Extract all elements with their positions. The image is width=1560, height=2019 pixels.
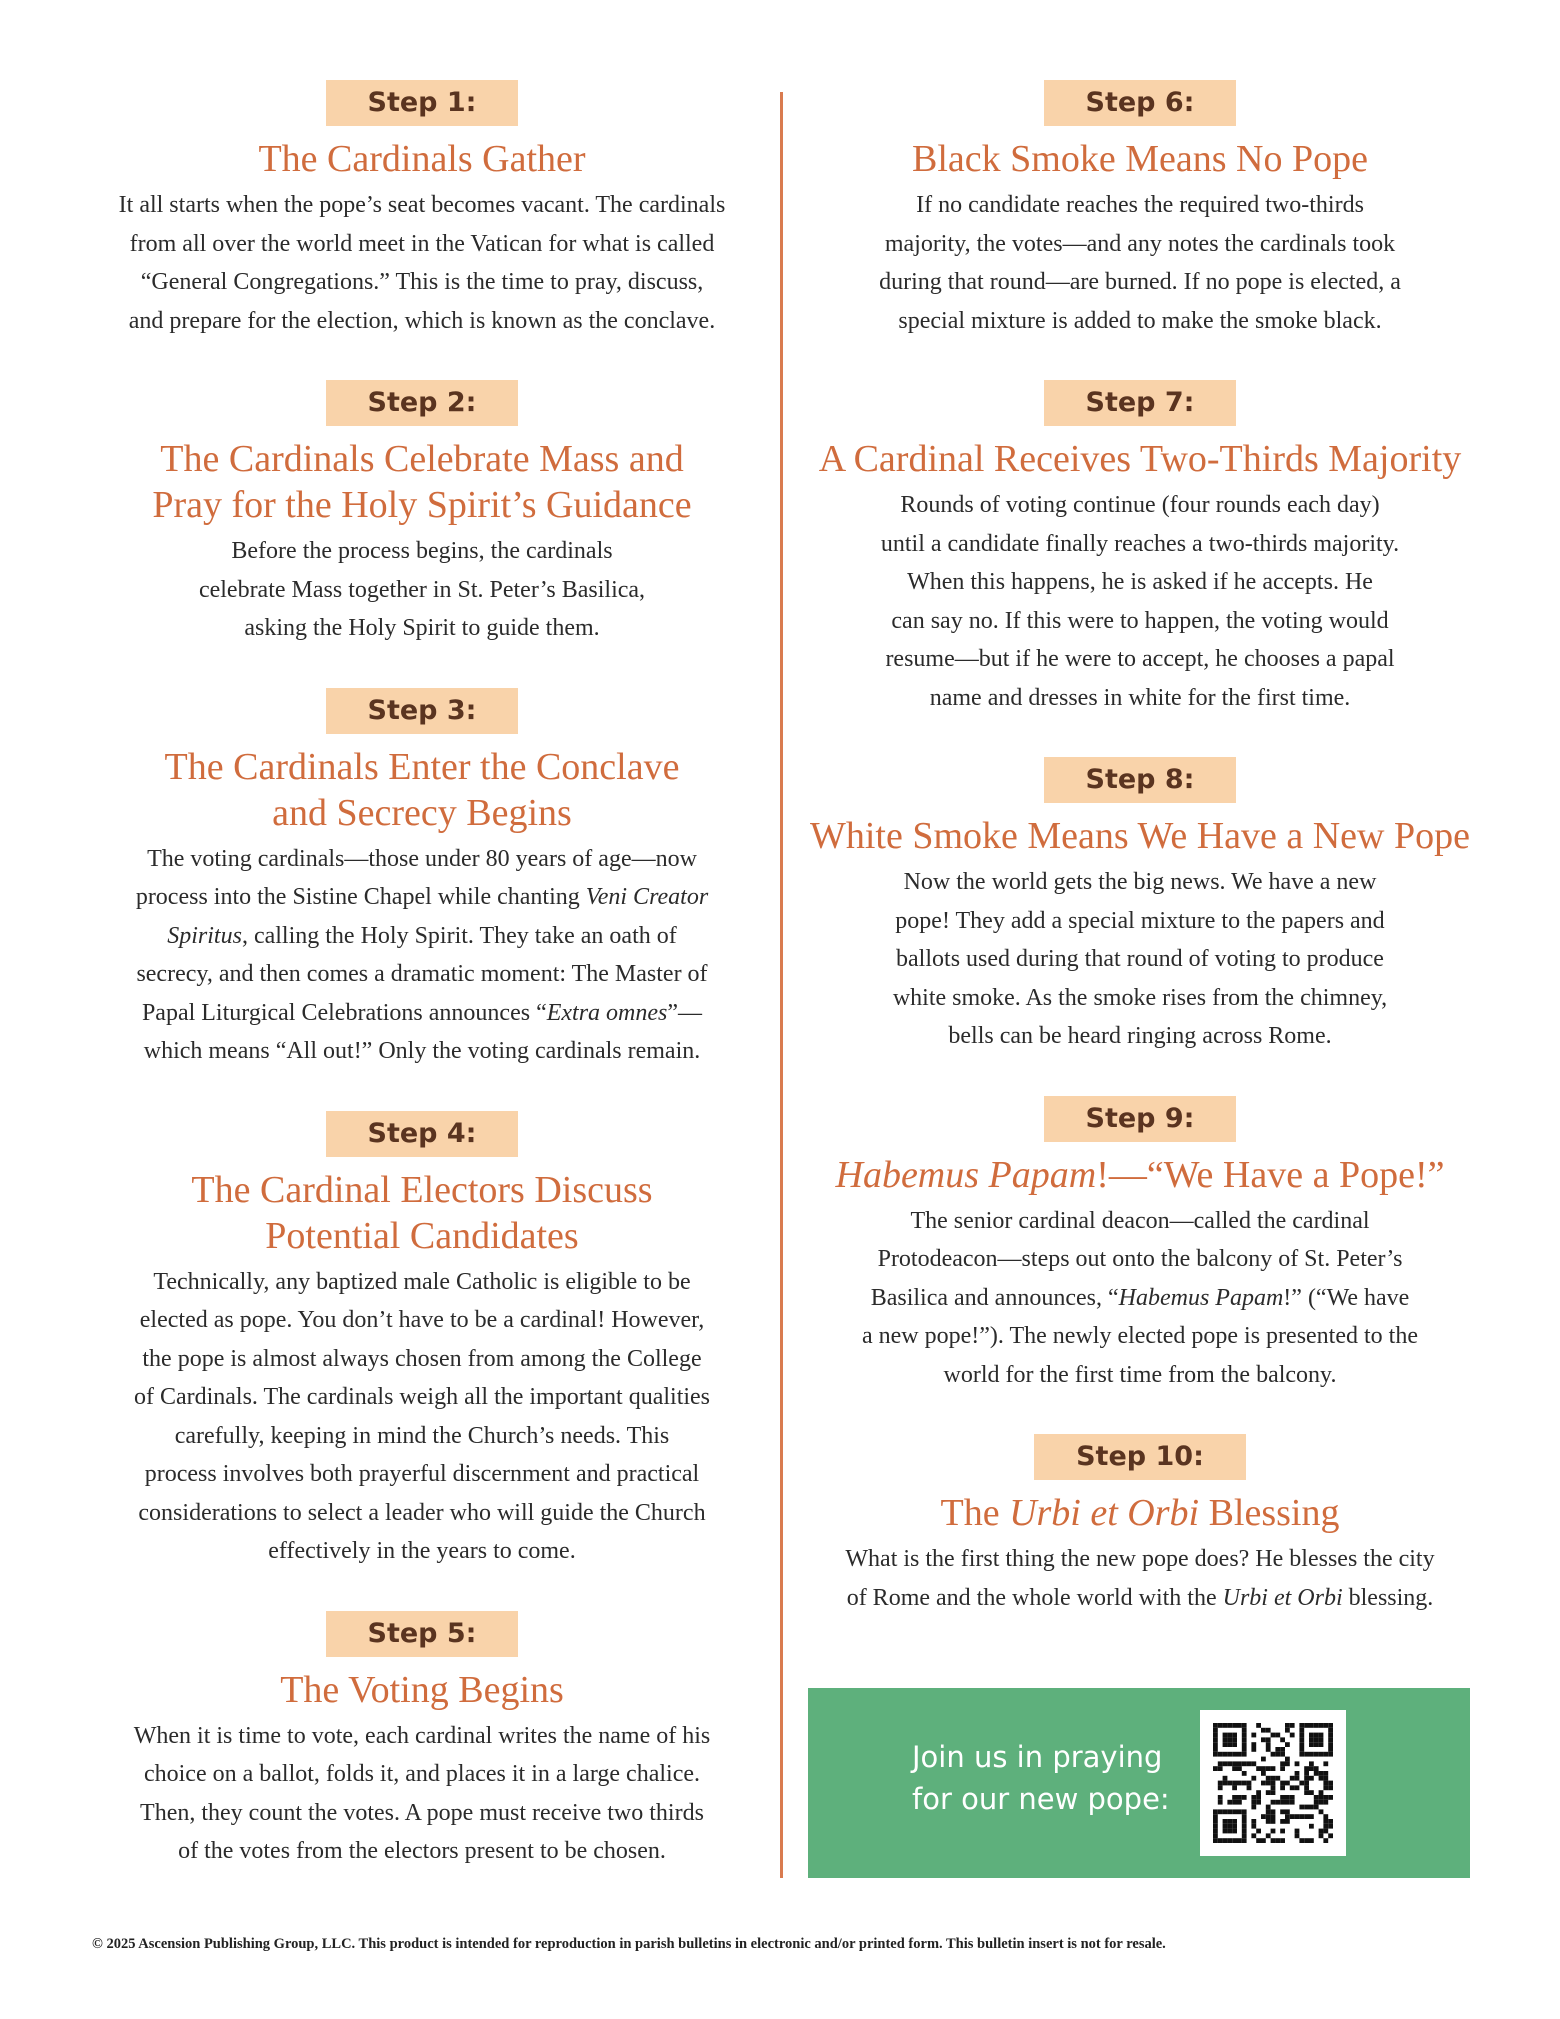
step-1 — [82, 80, 762, 340]
step-3 — [82, 688, 762, 1071]
step-10 — [800, 1434, 1480, 1617]
column-divider — [780, 92, 783, 1878]
step-label: Step 6: — [1044, 80, 1237, 126]
step-7 — [800, 380, 1480, 717]
step-label: Step 5: — [326, 1611, 519, 1657]
step-title: A Cardinal Receives Two-Thirds Majority — [818, 438, 1462, 480]
left-column — [82, 80, 762, 1871]
cta-text: Join us in praying for our new pope: — [912, 1740, 1170, 1816]
step-body: Before the process begins, the cardinals celebrate Mass together in St. Peter’s Basilica, asking the Holy Spirit to guide them. — [198, 538, 646, 641]
prayer-cta-box — [808, 1688, 1470, 1878]
step-label: Step 9: — [1044, 1096, 1237, 1142]
step-body: The senior cardinal deacon—called the cardinal Protodeacon—steps out onto the balcony of St. Peter’s Basilica and announces, “Habemus Papam!” (“We have a new pope!”). The newly elected pope is presented to the world for the first time from the balcony. — [861, 1207, 1418, 1388]
step-4 — [82, 1111, 762, 1571]
step-title: White Smoke Means We Have a New Pope — [809, 815, 1470, 857]
step-5 — [82, 1611, 762, 1871]
step-body: Technically, any baptized male Catholic is eligible to be elected as pope. You don’t have to be a cardinal! However, the pope is almost always chosen from among the College of Cardinals. The cardinals weigh all the important qualities carefully, keeping in mind the Church’s needs. This process involves both prayerful discernment and practical considerations to select a leader who will guide the Church effectively in the years to come. — [133, 1268, 711, 1564]
step-9 — [800, 1096, 1480, 1395]
step-body: It all starts when the pope’s seat becomes vacant. The cardinals from all over the world meet in the Vatican for what is called “General Congregations.” This is the time to pray, discuss, and prepare for the election, which is known as the conclave. — [118, 192, 726, 334]
step-title: The Cardinal Electors Discuss Potential Candidates — [191, 1168, 653, 1257]
step-body: If no candidate reaches the required two-thirds majority, the votes—and any notes the cardinals took during that round—are burned. If no pope is elected, a special mixture is added to make the smoke black. — [879, 192, 1401, 334]
step-body: When it is time to vote, each cardinal writes the name of his choice on a ballot, folds it, and places it in a large chalice. Then, they count the votes. A pope must receive two thirds of the votes from the electors present to be chosen. — [133, 1722, 711, 1864]
step-label: Step 3: — [326, 688, 519, 734]
step-6 — [800, 80, 1480, 340]
step-title: The Cardinals Enter the Conclave and Secrecy Begins — [164, 745, 680, 834]
step-label: Step 7: — [1044, 380, 1237, 426]
step-title: The Urbi et Orbi Blessing — [940, 1492, 1340, 1534]
right-column — [800, 80, 1480, 1617]
step-8 — [800, 757, 1480, 1056]
step-body: Rounds of voting continue (four rounds each day) until a candidate finally reaches a two-thirds majority. When this happens, he is asked if he accepts. He can say no. If this were to happen, the voting would resume—but if he were to accept, he chooses a papal name and dresses in white for the first time. — [880, 492, 1400, 711]
step-label: Step 1: — [326, 80, 519, 126]
step-title: Habemus Papam!—“We Have a Pope!” — [835, 1153, 1445, 1196]
step-title: The Cardinals Celebrate Mass and Pray for the Holy Spirit’s Guidance — [152, 438, 692, 526]
step-label: Step 8: — [1044, 757, 1237, 803]
step-title: The Voting Begins — [280, 1668, 564, 1711]
step-body: The voting cardinals—those under 80 years of age—now process into the Sistine Chapel while chanting Veni Creator Spiritus, calling the Holy Spirit. They take an oath of secrecy, and then comes a dramatic moment: The Master of Papal Liturgical Celebrations announces “Extra omnes”— which means “All out!” Only the voting cardinals remain. — [135, 845, 709, 1064]
step-title: Black Smoke Means No Pope — [912, 138, 1368, 180]
step-label: Step 2: — [326, 380, 519, 426]
step-label: Step 10: — [1034, 1434, 1246, 1480]
step-body: What is the first thing the new pope does? He blesses the city of Rome and the whole world with the Urbi et Orbi blessing. — [845, 1546, 1435, 1611]
step-2 — [82, 380, 762, 648]
step-label: Step 4: — [326, 1111, 519, 1157]
copyright-footer: © 2025 Ascension Publishing Group, LLC. This product is intended for reproduction in parish bulletins in electronic and/or printed form. This bulletin insert is not for resale. — [92, 1936, 1166, 1952]
qr-code-icon[interactable] — [1200, 1710, 1346, 1856]
step-title: The Cardinals Gather — [258, 138, 586, 180]
step-body: Now the world gets the big news. We have a new pope! They add a special mixture to the papers and ballots used during that round of voting to produce white smoke. As the smoke rises from the chimney, bells can be heard ringing across Rome. — [892, 869, 1388, 1049]
